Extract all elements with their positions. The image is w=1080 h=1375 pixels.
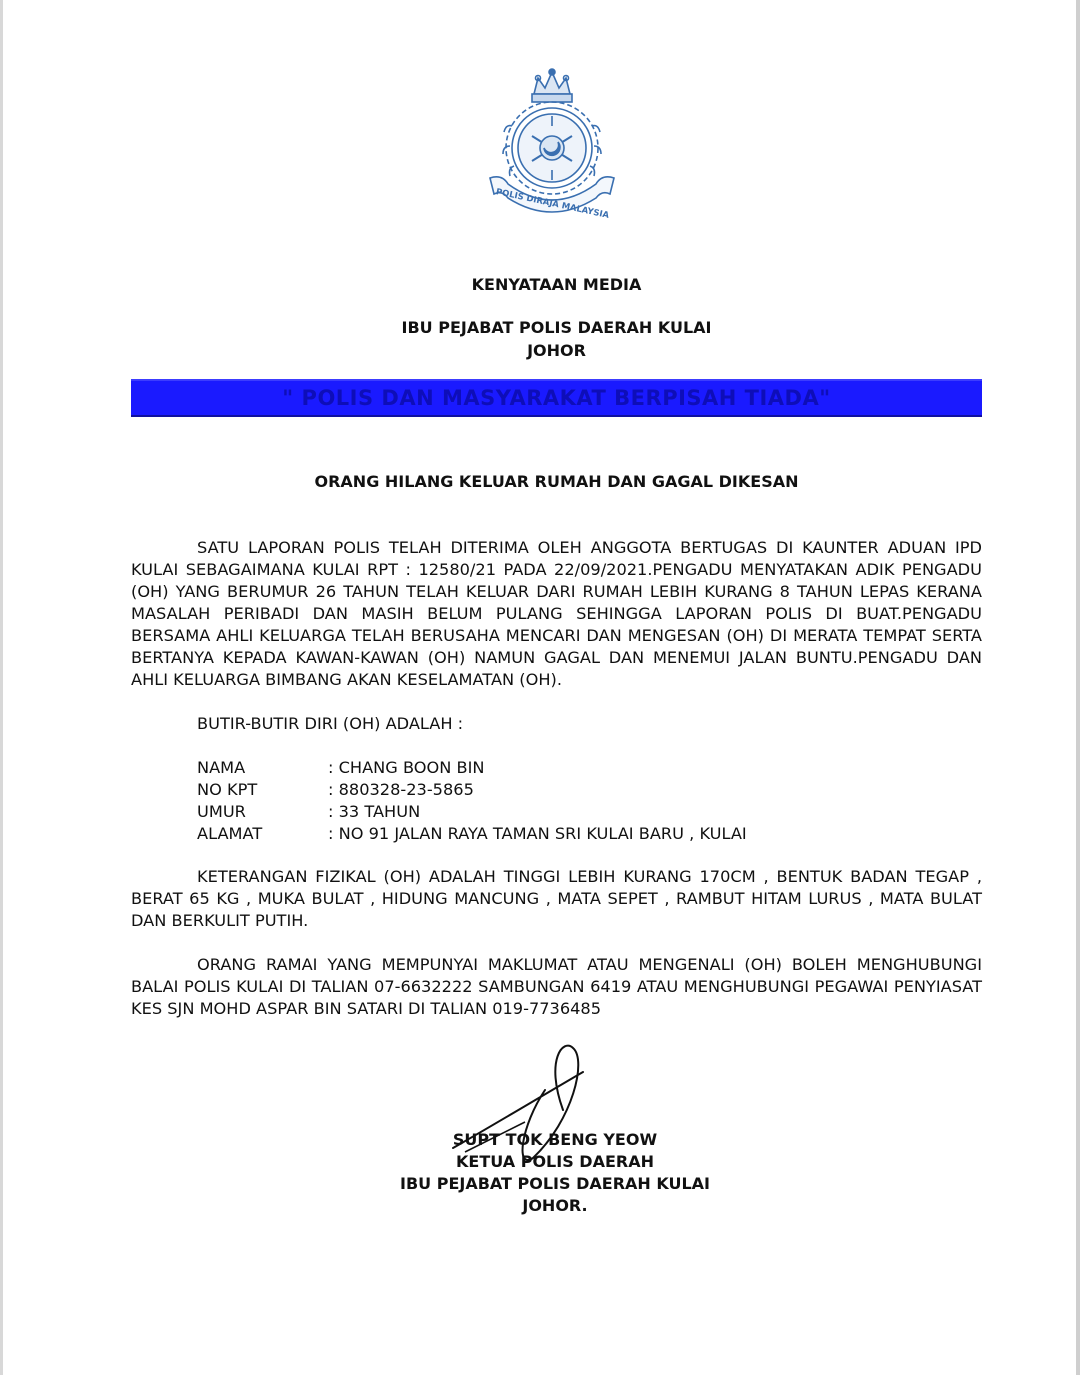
crest-motto: POLIS DIRAJA MALAYSIA	[494, 187, 610, 221]
detail-value: : CHANG BOON BIN	[328, 758, 485, 777]
details-intro: BUTIR-BUTIR DIRI (OH) ADALAH :	[197, 714, 464, 733]
office-name: IBU PEJABAT POLIS DAERAH KULAI	[401, 318, 712, 337]
police-crest-logo	[482, 66, 622, 226]
report-paragraph-text: SATU LAPORAN POLIS TELAH DITERIMA OLEH ANGGOTA BERTUGAS DI KAUNTER ADUAN IPD KULAI SEBAGAIMANA KULAI RPT : 12580/21 PADA 22/09/2021.PENGADU MENYATAKAN ADIK PENGADU (OH) YANG BERUMUR 26 TAHUN TELAH KELUAR DARI RUMAH LEBIH KURANG 8 TAHUN LEPAS KERANA MASALAH PERIBADI DAN MASIH BELUM PULANG SEHINGGA LAPORAN POLIS DI BUAT.PENGADU BERSAMA AHLI KELUARGA TELAH BERUSAHA MENCARI DAN MENGESAN (OH) DI MERATA TEMPAT SERTA BERTANYA KEPADA KAWAN-KAWAN (OH) NAMUN GAGAL DAN MENEMUI JALAN BUNTU.PENGADU DAN AHLI KELUARGA BIMBANG AKAN KESELAMATAN (OH).	[131, 538, 982, 689]
physical-description-text: KETERANGAN FIZIKAL (OH) ADALAH TINGGI LEBIH KURANG 170CM , BENTUK BADAN TEGAP , BERAT 65 KG , MUKA BULAT , HIDUNG MANCUNG , MATA SEPET , RAMBUT HITAM LURUS , MATA BULAT DAN BERKULIT PUTIH.	[131, 867, 982, 930]
detail-label: NAMA	[197, 758, 246, 777]
personal-details-list	[197, 757, 747, 845]
detail-value: : NO 91 JALAN RAYA TAMAN SRI KULAI BARU , KULAI	[328, 824, 747, 843]
page-left-edge	[0, 0, 3, 1375]
detail-label: ALAMAT	[197, 824, 263, 843]
page-right-edge	[1076, 0, 1080, 1375]
report-paragraph	[131, 537, 982, 691]
signatory-office: IBU PEJABAT POLIS DAERAH KULAI	[400, 1174, 710, 1193]
contact-text: ORANG RAMAI YANG MEMPUNYAI MAKLUMAT ATAU MENGENALI (OH) BOLEH MENGHUBUNGI BALAI POLIS KULAI DI TALIAN 07-6632222 SAMBUNGAN 6419 ATAU MENGHUBUNGI PEGAWAI PENYIASAT KES SJN MOHD ASPAR BIN SATARI DI TALIAN 019-7736485	[131, 955, 982, 1018]
detail-label: NO KPT	[197, 780, 258, 799]
contact-paragraph	[131, 954, 982, 1020]
detail-row-age	[197, 801, 747, 823]
signatory-state: JOHOR.	[522, 1196, 588, 1215]
signatory-name: SUPT TOK BENG YEOW	[452, 1130, 658, 1149]
detail-value: : 880328-23-5865	[328, 780, 474, 799]
detail-row-address	[197, 823, 747, 845]
detail-value: : 33 TAHUN	[328, 802, 421, 821]
slogan-banner: " POLIS DAN MASYARAKAT BERPISAH TIADA"	[131, 379, 982, 417]
headline: ORANG HILANG KELUAR RUMAH DAN GAGAL DIKESAN	[314, 472, 799, 491]
detail-row-ic	[197, 779, 747, 801]
detail-label: UMUR	[197, 802, 246, 821]
physical-description-paragraph	[131, 866, 982, 932]
office-state: JOHOR	[527, 341, 586, 360]
statement-type-heading: KENYATAAN MEDIA	[471, 275, 642, 294]
signatory-position: KETUA POLIS DAERAH	[456, 1152, 654, 1171]
detail-row-name	[197, 757, 747, 779]
